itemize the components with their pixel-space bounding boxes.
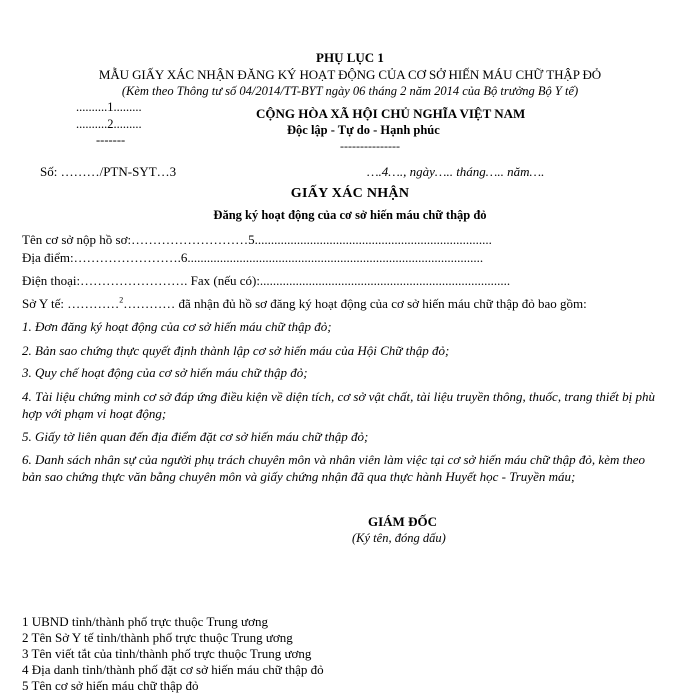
footnote-4: 4 Địa danh tỉnh/thành phố đặt cơ sở hiến máu chữ thập đỏ	[22, 662, 324, 677]
applicant-field: Tên cơ sở nộp hồ sơ:………………………5.........................................................................	[22, 232, 492, 247]
authority-line-2: ..........2.........	[76, 117, 142, 131]
phone-fax-field: Điện thoại:……………………. Fax (nếu có):.............................................................................	[22, 273, 511, 288]
signature-title: GIÁM ĐỐC	[368, 514, 437, 529]
footnote-3: 3 Tên viết tắt của tỉnh/thành phố trực thuộc Trung ương	[22, 646, 312, 661]
list-item: 4. Tài liệu chứng minh cơ sở đáp ứng điều kiện về diện tích, cơ sở vật chất, tài liệu truyền thông, thuốc, trang thiết bị phù hợp với phạm vi hoạt động;	[22, 389, 655, 421]
authority-line-1: ..........1.........	[76, 100, 142, 114]
document-subtitle: Đăng ký hoạt động của cơ sở hiến máu chữ thập đỏ	[213, 208, 487, 222]
list-item: 1. Đơn đăng ký hoạt động của cơ sở hiến máu chữ thập đỏ;	[22, 319, 332, 334]
document-title: GIẤY XÁC NHẬN	[290, 186, 410, 201]
form-title: MẪU GIẤY XÁC NHẬN ĐĂNG KÝ HOẠT ĐỘNG CỦA CƠ SỞ HIẾN MÁU CHỮ THẬP ĐỎ	[98, 67, 602, 82]
department-suffix: ………… đã nhận đủ hồ sơ đăng ký hoạt động của cơ sở hiến máu chữ thập đỏ bao gồm:	[123, 296, 587, 311]
footnote-ref-2: 2	[119, 295, 124, 305]
document-number: Số: ………/PTN-SYT…3	[40, 164, 177, 179]
signature-note: (Ký tên, đóng dấu)	[352, 531, 446, 545]
department-prefix: Sở Y tế: …………	[22, 296, 120, 311]
left-divider: -------	[96, 133, 126, 147]
location-field: Địa điểm:…………………….6...........................................................................................	[22, 250, 484, 265]
footnote-2: 2 Tên Sở Y tế tỉnh/thành phố trực thuộc Trung ương	[22, 630, 293, 645]
list-item: 5. Giấy tờ liên quan đến địa điểm đặt cơ sở hiến máu chữ thập đỏ;	[22, 429, 369, 444]
list-item: 2. Bản sao chứng thực quyết định thành lập cơ sở hiến máu của Hội Chữ thập đỏ;	[22, 343, 450, 358]
attached-note: (Kèm theo Thông tư số 04/2014/TT-BYT ngày 06 tháng 2 năm 2014 của Bộ trưởng Bộ Y tế)	[121, 84, 579, 98]
date-line: ….4…., ngày….. tháng….. năm….	[367, 164, 545, 179]
footnote-1: 1 UBND tỉnh/thành phố trực thuộc Trung ương	[22, 614, 268, 629]
footnote-5: 5 Tên cơ sở hiến máu chữ thập đỏ	[22, 678, 199, 693]
right-divider: ---------------	[340, 139, 400, 153]
country-name: CỘNG HÒA XÃ HỘI CHỦ NGHĨA VIỆT NAM	[256, 106, 526, 121]
appendix-title: PHỤ LỤC 1	[316, 50, 384, 65]
national-motto: Độc lập - Tự do - Hạnh phúc	[287, 123, 440, 137]
list-item: 3. Quy chế hoạt động của cơ sở hiến máu chữ thập đỏ;	[22, 365, 308, 380]
list-item: 6. Danh sách nhân sự của người phụ trách chuyên môn và nhân viên làm việc tại cơ sở hiến máu chữ thập đỏ, kèm theo bản sao chứng thực văn bằng chuyên môn và giấy chứng nhận đã qua thực hành Huyết học - Truyền máu;	[22, 452, 645, 484]
department-statement	[22, 296, 587, 312]
